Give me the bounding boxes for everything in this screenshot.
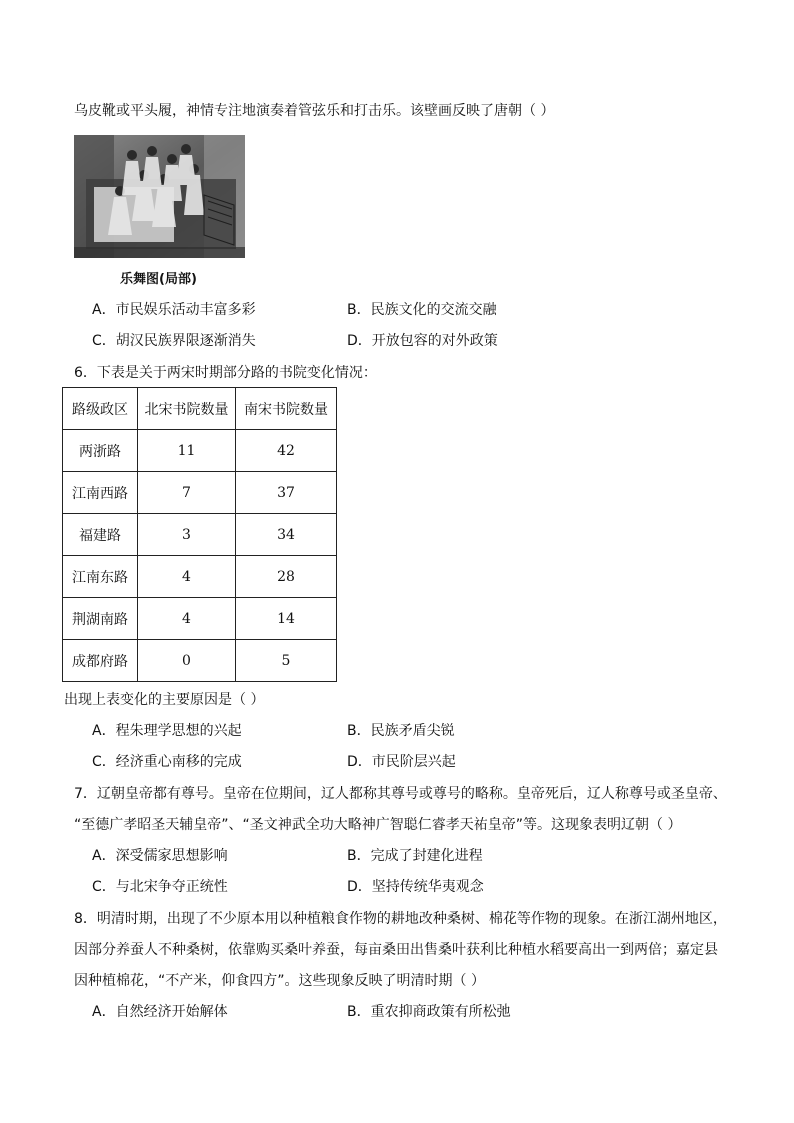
q7-stem-line-1: 7．辽朝皇帝都有尊号。皇帝在位期间，辽人都称其尊号或尊号的略称。皇帝死后，辽人称尊号或圣皇帝、 [74,786,727,802]
q5-option-a: A．市民娱乐活动丰富多彩 [92,302,256,318]
table-header-cell: 路级政区 [63,388,138,430]
table-row [63,640,337,682]
table-row [63,430,337,472]
q6-question: 出现上表变化的主要原因是（ ） [64,692,265,708]
mural-painting-image [74,135,245,258]
q7-stem-line-2: “至德广孝昭圣天辅皇帝”、“圣文神武全功大略神广智聪仁睿孝天祐皇帝”等。这现象表明辽朝（ ） [74,817,682,833]
table-row [63,472,337,514]
table-cell-north: 3 [138,514,236,556]
q7-option-b: B．完成了封建化进程 [347,848,483,864]
q5-option-d: D．开放包容的对外政策 [347,333,498,349]
q6-stem: 6．下表是关于两宋时期部分路的书院变化情况： [74,365,377,381]
q7-option-c: C．与北宋争夺正统性 [92,879,228,895]
q6-option-b: B．民族矛盾尖锐 [347,723,455,739]
table-cell-south: 34 [236,514,337,556]
image-caption: 乐舞图(局部) [120,272,197,287]
q5-option-b: B．民族文化的交流交融 [347,302,497,318]
table-cell-region: 两浙路 [63,430,138,472]
q8-option-a: A．自然经济开始解体 [92,1004,228,1020]
table-row [63,514,337,556]
table-header-row [63,388,337,430]
table-cell-region: 荆湖南路 [63,598,138,640]
table-header-cell: 北宋书院数量 [138,388,236,430]
academy-count-table [62,387,337,682]
q6-option-c: C．经济重心南移的完成 [92,754,242,770]
table-cell-south: 42 [236,430,337,472]
table-header-cell: 南宋书院数量 [236,388,337,430]
table-cell-region: 江南西路 [63,472,138,514]
table-cell-region: 成都府路 [63,640,138,682]
table-cell-north: 11 [138,430,236,472]
table-row [63,598,337,640]
q5-option-c: C．胡汉民族界限逐渐消失 [92,333,256,349]
table-cell-south: 14 [236,598,337,640]
table-cell-north: 0 [138,640,236,682]
q8-option-b: B．重农抑商政策有所松弛 [347,1004,511,1020]
mural-illustration [74,135,245,258]
table-cell-north: 4 [138,556,236,598]
q8-stem-line-1: 8．明清时期，出现了不少原本用以种植粮食作物的耕地改种桑树、棉花等作物的现象。在浙江湖州地区， [74,911,727,927]
table-row [63,556,337,598]
table-cell-region: 江南东路 [63,556,138,598]
q8-stem-line-3: 因种植棉花，“不产米，仰食四方”。这些现象反映了明清时期（ ） [74,973,485,989]
q7-option-d: D．坚持传统华夷观念 [347,879,484,895]
table-cell-south: 37 [236,472,337,514]
table-cell-north: 7 [138,472,236,514]
q6-option-a: A．程朱理学思想的兴起 [92,723,242,739]
table-cell-south: 28 [236,556,337,598]
q5-stem-tail: 乌皮靴或平头履，神情专注地演奏着管弦乐和打击乐。该壁画反映了唐朝（ ） [74,103,555,119]
q7-option-a: A．深受儒家思想影响 [92,848,228,864]
q6-option-d: D．市民阶层兴起 [347,754,456,770]
q8-stem-line-2: 因部分养蚕人不种桑树，依靠购买桑叶养蚕，每亩桑田出售桑叶获利比种植水稻要高出一到两倍；嘉定县 [74,942,718,958]
table-cell-region: 福建路 [63,514,138,556]
table-cell-south: 5 [236,640,337,682]
table-cell-north: 4 [138,598,236,640]
